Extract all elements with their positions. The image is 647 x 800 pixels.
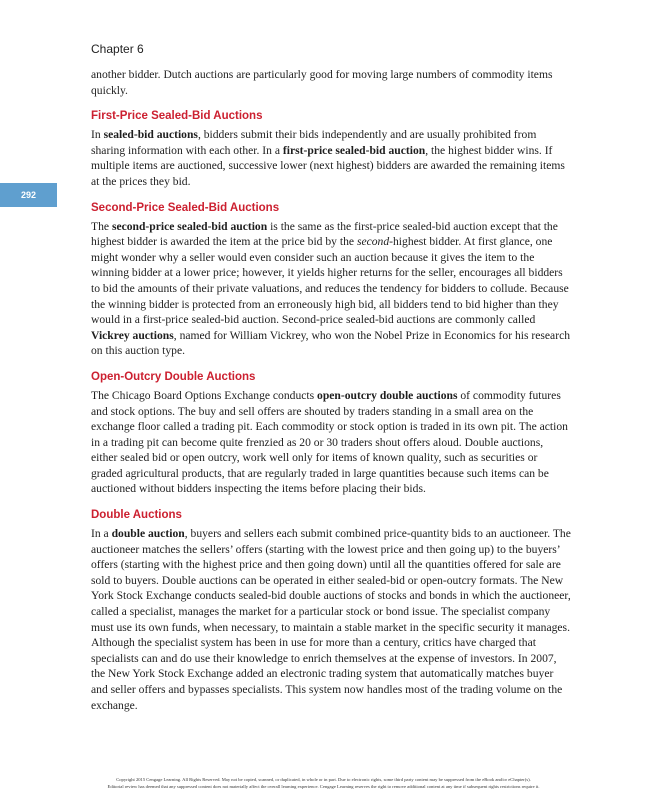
term-first-price-sealed-bid-auction: first-price sealed-bid auction	[282, 143, 426, 157]
text-run: -highest bidder. At first glance, one might wonder why a seller would even consider such an auction because it gives the item to the winning bidder at a lower price; however, it yields higher returns for the seller, encourages all bidders to bid the amounts of their private valuations, and reduces the tendency for bidders to collude. Because the winning bidder is protected from an erroneously high bid, all bidders tend to bid higher than they would in a first-price sealed-bid auction. Second-price sealed-bid auctions are commonly called	[91, 235, 569, 327]
text-run: is the same as the first-price sealed-bid auction except that the highest bidder is awarded the item at the price bid by the	[91, 219, 558, 249]
copyright-line-2: Editorial review has deemed that any suppressed content does not materially affect the overall learning experience. Cengage Learning reserves the right to remove additional content at any time if subsequent rights restrictions require it.	[107, 784, 540, 789]
text-run: The Chicago Board Options Exchange conducts	[91, 388, 318, 402]
section-heading-open-outcry: Open-Outcry Double Auctions	[91, 370, 256, 383]
chapter-label: Chapter 6	[91, 42, 144, 56]
paragraph-double-auctions	[91, 526, 571, 713]
term-sealed-bid-auctions: sealed-bid auctions	[103, 128, 198, 142]
copyright-footer	[0, 776, 647, 790]
text-run: , bidders submit their bids independently and are usually prohibited from sharing information with each other. In a	[91, 128, 537, 157]
term-open-outcry-double-auctions: open-outcry double auctions	[317, 388, 458, 402]
paragraph-open-outcry	[91, 388, 571, 497]
paragraph-first-price	[91, 127, 571, 189]
term-double-auction: double auction	[111, 527, 185, 541]
text-run: of commodity futures and stock options. The buy and sell offers are shouted by traders standing in a small area on the exchange floor called a trading pit. Each commodity or stock option is traded in its own pit. The action in a trading pit can become quite frenzied as 20 or 30 traders shout offers aloud. Double auctions, either sealed bid or open outcry, work well only for items of known quality, such as securities or graded agricultural products, that are regularly traded in large quantities because such items can be auctioned without bidders inspecting the items before placing their bids.	[91, 388, 568, 496]
emphasis-second: second	[356, 235, 390, 249]
section-heading-double-auctions: Double Auctions	[91, 509, 182, 522]
paragraph-second-price	[91, 219, 571, 359]
section-heading-second-price: Second-Price Sealed-Bid Auctions	[91, 201, 280, 214]
term-vickrey-auctions: Vickrey auctions	[91, 328, 174, 342]
text-run: , named for William Vickrey, who won the Nobel Prize in Economics for his research on this auction type.	[91, 328, 571, 358]
text-run: In	[91, 128, 104, 142]
section-heading-first-price: First-Price Sealed-Bid Auctions	[91, 110, 263, 123]
copyright-line-1: Copyright 2015 Cengage Learning. All Rights Reserved. May not be copied, scanned, or duplicated, in whole or in part. Due to electronic rights, some third party content may be suppressed from the eBook and/or eChapter(s).	[116, 777, 531, 782]
text-run: In a	[91, 527, 112, 541]
page-number-tab: 292	[0, 183, 57, 207]
term-second-price-sealed-bid-auction: second-price sealed-bid auction	[111, 219, 268, 233]
text-run: , buyers and sellers each submit combined price-quantity bids to an auctioneer. The auctioneer matches the sellers’ offers (starting with the lowest price and then going up) to the buyers’ offers (starting with the highest price and then going down) until all the quantities offered for sale are sold to buyers. Double auctions can be operated in either sealed-bid or open-outcry formats. The New York Stock Exchange conducts sealed-bid double auctions of stocks and bonds in which the auctioneer, called a specialist, manages the market for a particular stock or bond issue. The specialist company must use its own funds, when necessary, to maintain a stable market in the specific security it manages. Although the specialist system has been in use for more than a century, critics have charged that specialists can and do use their knowledge to enrich themselves at the expense of investors. In 2007, the New York Stock Exchange added an electronic trading system that automatically matches buyer and seller offers and bypasses specialists. This system now handles most of the trading volume on the exchange.	[91, 527, 571, 712]
page-body	[91, 67, 571, 713]
text-run: The	[91, 219, 112, 233]
text-run: , the highest bidder wins. If multiple items are auctioned, successive lower (next highest) bidders are awarded the remaining items at the prices they bid.	[91, 143, 565, 188]
intro-paragraph: another bidder. Dutch auctions are particularly good for moving large numbers of commodity items quickly.	[91, 68, 553, 97]
